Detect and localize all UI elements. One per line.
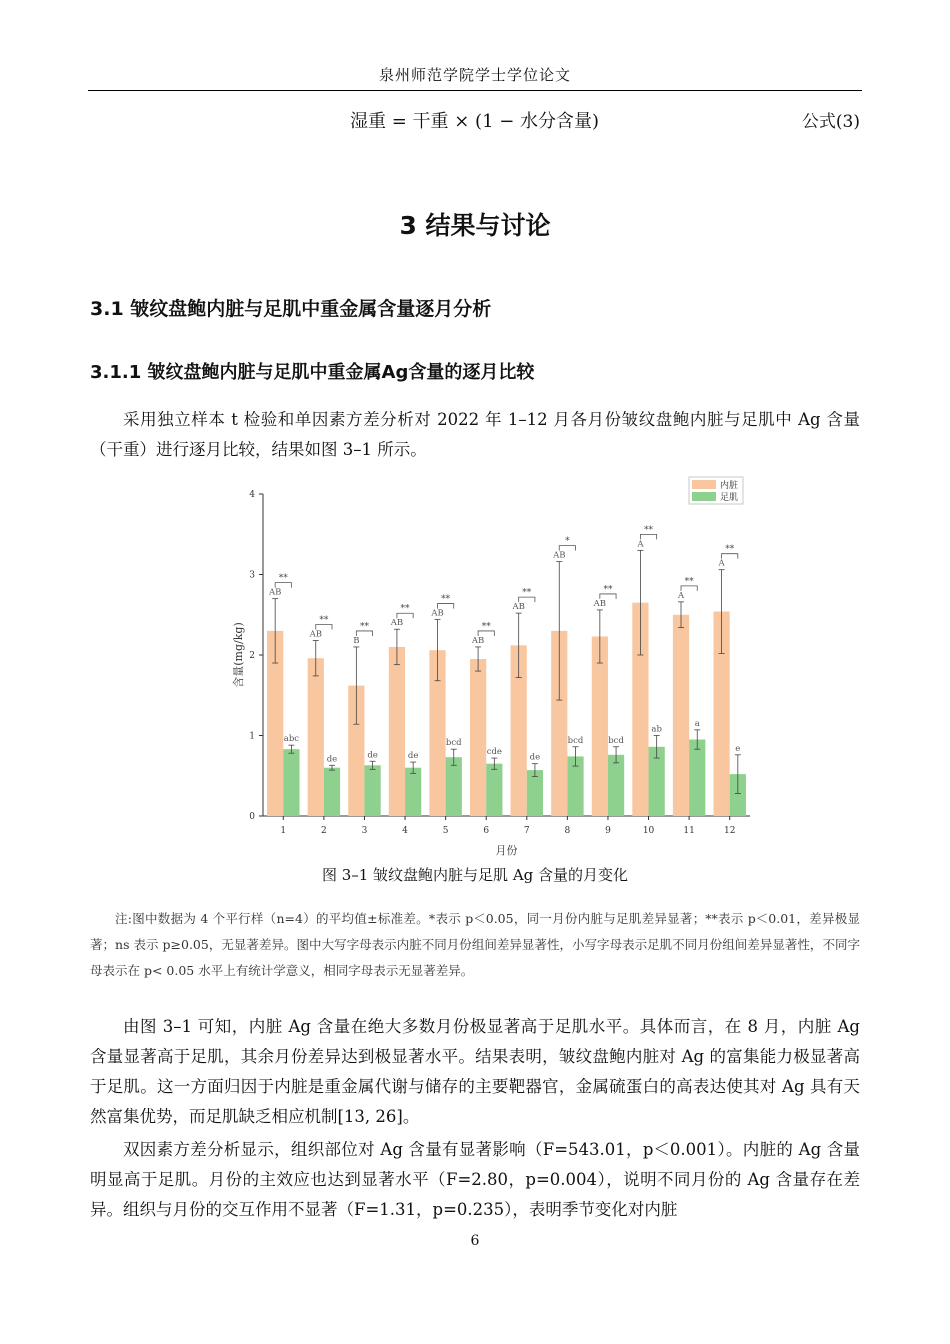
significance-mark: ** <box>522 588 532 599</box>
letter-viscera: AB <box>309 629 322 640</box>
letter-viscera: AB <box>390 618 404 629</box>
bar-viscera <box>673 615 689 816</box>
formula: 湿重 = 干重 × (1 − 水分含量) <box>350 111 600 132</box>
letter-viscera: AB <box>553 550 566 561</box>
significance-mark: ** <box>481 621 491 632</box>
x-tick-label: 8 <box>564 826 571 836</box>
section-title: 3.1 皱纹盘鲍内脏与足肌中重金属含量逐月分析 <box>90 298 492 320</box>
x-axis-label: 月份 <box>495 844 518 857</box>
letter-muscle: de <box>326 754 338 765</box>
bar-muscle <box>486 764 502 816</box>
y-tick-label: 0 <box>249 812 255 822</box>
letter-viscera: AB <box>268 587 282 598</box>
bar-muscle <box>405 768 421 816</box>
significance-mark: ** <box>278 573 288 584</box>
legend-label: 内脏 <box>720 481 739 491</box>
legend-swatch <box>692 492 716 501</box>
letter-muscle: e <box>735 743 741 754</box>
y-tick-label: 3 <box>249 570 255 581</box>
paragraph-anova: 双因素方差分析显示，组织部位对 Ag 含量有显著影响（F=543.01，p＜0.001）。内脏的 Ag 含量明显高于足肌。月份的主效应也达到显著水平（F=2.80，p=0.004），说明不同月份的 Ag 含量存在差异。组织与月份的交互作用不显著（F=1.31，p=0.235），表明季节变化对内脏 <box>90 1140 860 1219</box>
formula-label: 公式(3) <box>801 112 860 132</box>
x-tick-label: 3 <box>361 826 368 836</box>
bar-muscle <box>446 757 462 816</box>
letter-muscle: a <box>694 718 700 729</box>
running-header: 泉州师范学院学士学位论文 <box>378 66 571 84</box>
letter-muscle: cde <box>486 747 502 758</box>
x-tick-label: 5 <box>442 826 449 836</box>
significance-mark: ** <box>684 576 694 587</box>
letter-viscera: B <box>353 635 360 646</box>
letter-viscera: AB <box>431 608 444 619</box>
legend-label: 足肌 <box>720 493 739 503</box>
x-tick-label: 2 <box>321 826 327 836</box>
significance-mark: ** <box>400 604 410 615</box>
letter-viscera: A <box>718 558 725 569</box>
letter-muscle: de <box>367 750 378 761</box>
paragraph-intro: 采用独立样本 t 检验和单因素方差分析对 2022 年 1–12 月各月份皱纹盘鲍内脏与足肌中 Ag 含量（干重）进行逐月比较，结果如图 3–1 所示。 <box>90 410 860 459</box>
x-tick-label: 10 <box>642 826 655 836</box>
bar-muscle <box>324 768 340 816</box>
letter-muscle: de <box>407 751 419 762</box>
x-tick-label: 12 <box>723 826 736 836</box>
significance-mark: ** <box>603 584 613 595</box>
figure-note: 注:图中数据为 4 个平行样（n=4）的平均值±标准差。*表示 p＜0.05，同一月份内脏与足肌差异显著；**表示 p＜0.01，差异极显著；ns 表示 p≥0.05，无显著差异。图中大写字母表示内脏不同月份组间差异显著性，小写字母表示足肌不同月份组间差异显著性，不同字母表示在 p< 0.05 水平上有统计学意义，相同字母表示无显著差异。 <box>90 911 860 978</box>
letter-viscera: A <box>637 539 644 550</box>
letter-muscle: de <box>529 752 541 763</box>
letter-viscera: A <box>677 590 685 601</box>
significance-mark: * <box>565 536 570 547</box>
x-tick-label: 1 <box>280 826 287 836</box>
legend-swatch <box>692 480 716 489</box>
letter-muscle: abc <box>283 734 300 745</box>
figure-caption: 图 3–1 皱纹盘鲍内脏与足肌 Ag 含量的月变化 <box>321 866 629 884</box>
letter-muscle: bcd <box>608 735 624 746</box>
significance-mark: ** <box>441 594 451 605</box>
letter-muscle: bcd <box>445 738 462 749</box>
bar-muscle <box>608 755 624 816</box>
letter-viscera: AB <box>471 635 485 646</box>
bar-viscera <box>308 658 324 816</box>
x-tick-label: 6 <box>483 826 490 836</box>
y-tick-label: 1 <box>249 731 255 742</box>
x-tick-label: 11 <box>683 826 695 836</box>
subsection-title: 3.1.1 皱纹盘鲍内脏与足肌中重金属Ag含量的逐月比较 <box>90 362 535 383</box>
bar-viscera <box>470 659 486 816</box>
bar-muscle <box>283 749 299 816</box>
letter-viscera: AB <box>593 598 607 609</box>
significance-mark: ** <box>359 621 369 632</box>
significance-mark: ** <box>319 615 329 626</box>
chapter-title: 3 结果与讨论 <box>399 211 551 240</box>
x-tick-label: 9 <box>605 826 611 836</box>
significance-mark: ** <box>725 544 735 555</box>
figure-3-1-chart <box>230 474 760 864</box>
x-tick-label: 4 <box>402 826 408 836</box>
bar-muscle <box>364 765 380 816</box>
page-number: 6 <box>470 1233 480 1249</box>
y-tick-label: 4 <box>249 490 255 500</box>
y-tick-label: 2 <box>249 651 255 661</box>
x-tick-label: 7 <box>523 826 530 836</box>
letter-viscera: AB <box>512 602 525 613</box>
bar-muscle <box>689 740 705 816</box>
bar-chart <box>230 474 760 864</box>
y-axis-label: 含量(mg/kg) <box>232 622 245 688</box>
header-rule <box>88 90 862 91</box>
bar-viscera <box>389 647 405 816</box>
bar-muscle <box>527 770 543 816</box>
letter-muscle: ab <box>651 724 662 735</box>
significance-mark: ** <box>644 525 654 536</box>
letter-muscle: bcd <box>567 735 584 746</box>
paragraph-results: 由图 3–1 可知，内脏 Ag 含量在绝大多数月份极显著高于足肌水平。具体而言，在 8 月，内脏 Ag 含量显著高于足肌，其余月份差异达到极显著水平。结果表明，皱纹盘鲍内脏对 Ag 的富集能力极显著高于足肌。这一方面归因于内脏是重金属代谢与储存的主要靶器官，金属硫蛋白的高表达使其对 Ag 具有天然富集优势，而足肌缺乏相应机制[13, 26]。 <box>90 1017 860 1126</box>
